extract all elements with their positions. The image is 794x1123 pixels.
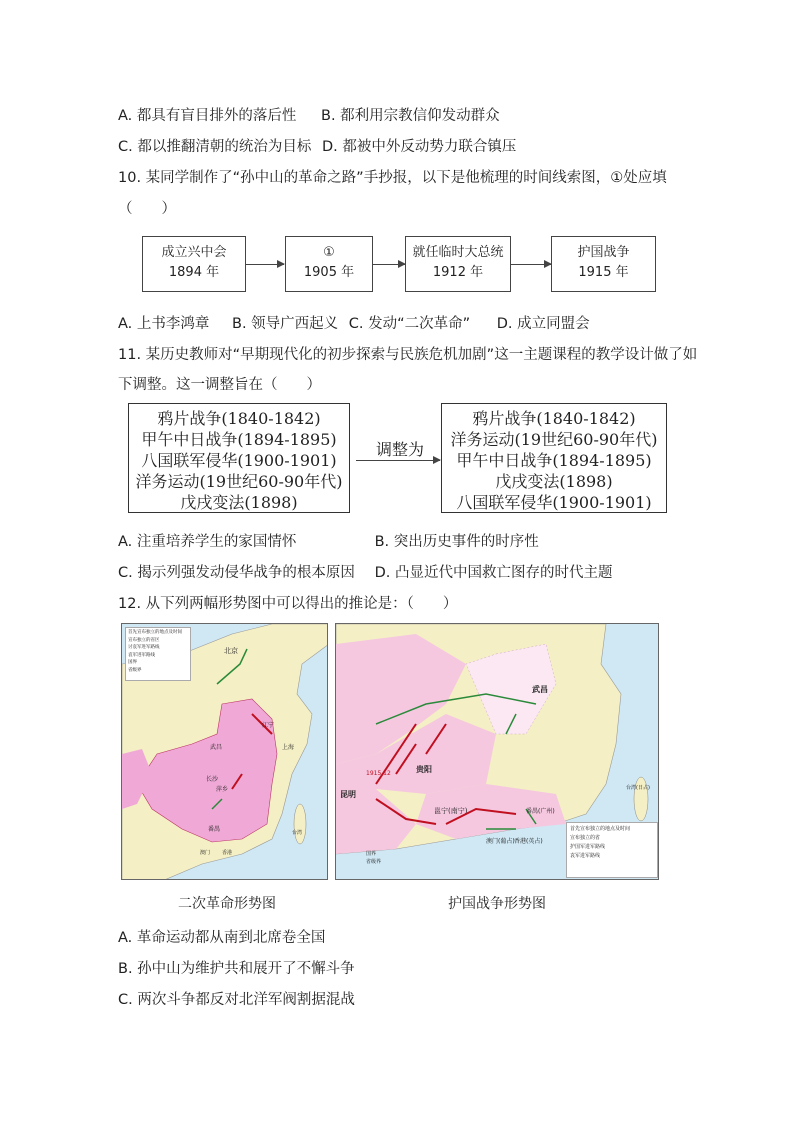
place-label: 台湾 (292, 830, 303, 836)
place-label: 香港(英占) (514, 838, 543, 845)
q9-options-row2 (118, 135, 516, 156)
q11-option-d[interactable]: D. 凸显近代中国救亡图存的时代主题 (374, 565, 613, 581)
timeline-node-1 (142, 236, 246, 292)
place-label: 长沙 (206, 776, 219, 783)
q10-option-d[interactable]: D. 成立同盟会 (496, 316, 590, 332)
q9-option-b[interactable]: B. 都利用宗教信仰发动群众 (321, 108, 500, 124)
q10-option-c[interactable]: C. 发动“二次革命” (348, 316, 471, 332)
map2-legend (566, 822, 658, 878)
q9-options-row1 (118, 104, 500, 125)
list-item: 甲午中日战争(1894-1895) (141, 430, 337, 449)
legend-item: 讨袁军进军路线 (128, 645, 160, 650)
list-item: 洋务运动(19世纪60-90年代) (450, 430, 658, 449)
q11-left-list (128, 403, 350, 513)
q11-right-list (441, 403, 667, 513)
q12-option-b[interactable]: B. 孙中山为维护共和展开了不懈斗争 (118, 961, 355, 977)
q12-stem: 12. 从下列两幅形势图中可以得出的推论是：（ ） (118, 596, 458, 612)
timeline-year: 1905 年 (303, 265, 355, 280)
legend-item: 袁军进军路线 (570, 853, 601, 859)
list-item: 洋务运动(19世纪60-90年代) (135, 472, 343, 491)
q12-option-a[interactable]: A. 革命运动都从南到北席卷全国 (118, 930, 326, 946)
list-item: 八国联军侵华(1900-1901) (456, 493, 652, 512)
q12-option-c[interactable]: C. 两次斗争都反对北洋军阀割据混战 (118, 992, 355, 1008)
timeline-year: 1912 年 (432, 265, 484, 280)
legend-item: 省级界 (128, 667, 142, 673)
map2-legend-bottom (366, 850, 381, 866)
legend-item: 宣布独立的省 (570, 835, 601, 841)
place-label: 江宁 (262, 722, 275, 729)
q10-stem-line2: （ ） (118, 201, 176, 217)
list-item: 鸦片战争(1840-1842) (472, 409, 636, 428)
legend-item: 首先宣布独立的地点及时间 (570, 826, 631, 832)
place-label: 昆明 (340, 790, 356, 799)
place-label: 番禺 (208, 826, 221, 833)
place-label: 澳门 (200, 850, 211, 856)
legend-item: 首先宣布独立的地点及时间 (128, 630, 182, 635)
q11-stem-line2: 下调整。这一调整旨在（ ） (118, 377, 321, 393)
place-label: 贵阳 (416, 765, 432, 774)
place-label: 香港 (222, 850, 233, 856)
q11-arrow (356, 460, 440, 461)
q11-options-row2 (118, 561, 613, 582)
timeline-node-4 (551, 236, 656, 292)
timeline-year: 1915 年 (578, 265, 629, 280)
legend-item: 国界 (366, 851, 377, 857)
timeline-event: 成立兴中会 (161, 245, 227, 260)
q9-option-c[interactable]: C. 都以推翻清朝的统治为目标 (118, 139, 312, 155)
place-label: 番禺(广州) (526, 808, 555, 815)
date-label: 1915.12 (366, 770, 391, 777)
legend-item: 宣布独立的省区 (128, 637, 160, 643)
place-label: 台湾(日占) (626, 785, 650, 791)
timeline-arrow (373, 264, 405, 265)
list-item: 鸦片战争(1840-1842) (157, 409, 321, 428)
map1-caption: 二次革命形势图 (178, 896, 276, 912)
legend-item: 护国军进军路线 (570, 844, 606, 850)
map2-caption: 护国战争形势图 (448, 896, 546, 912)
q10-options (118, 312, 590, 333)
q11-option-c[interactable]: C. 揭示列强发动侵华战争的根本原因 (118, 565, 355, 581)
place-label: 北京 (224, 647, 238, 655)
place-label: 武昌 (532, 685, 548, 694)
place-label: 澳门(葡占) (486, 838, 515, 845)
timeline-event: 就任临时大总统 (412, 245, 504, 260)
q10-stem-line1: 10. 某同学制作了“孙中山的革命之路”手抄报，以下是他梳理的时间线索图，①处应填 (118, 170, 667, 186)
q11-option-a[interactable]: A. 注重培养学生的家国情怀 (118, 534, 297, 550)
list-item: 八国联军侵华(1900-1901) (141, 451, 337, 470)
place-label: 武昌 (210, 744, 223, 751)
place-label: 上海 (282, 744, 295, 751)
timeline-year: 1894 年 (168, 265, 220, 280)
map-national-protection-war (335, 623, 659, 880)
q9-option-d[interactable]: D. 都被中外反动势力联合镇压 (321, 139, 517, 155)
legend-item: 省级界 (366, 859, 382, 865)
q11-stem-line1: 11. 某历史教师对“早期现代化的初步探索与民族危机加剧”这一主题课程的教学设计做了如 (118, 347, 698, 363)
timeline-event: 护国战争 (577, 245, 630, 260)
q10-option-a[interactable]: A. 上书李鸿章 (118, 316, 210, 332)
map-second-revolution (121, 623, 328, 880)
q11-arrow-label: 调整为 (376, 440, 425, 459)
timeline-arrow (511, 264, 551, 265)
list-item: 戊戌变法(1898) (180, 493, 298, 512)
place-label: 邕宁(南宁) (434, 807, 468, 815)
list-item: 甲午中日战争(1894-1895) (456, 451, 652, 470)
legend-item: 袁军进军路线 (128, 652, 155, 658)
timeline-event: ① (323, 245, 335, 260)
timeline-node-3 (405, 236, 511, 292)
map1-legend (125, 627, 191, 681)
legend-item: 国界 (128, 660, 137, 665)
q9-option-a[interactable]: A. 都具有盲目排外的落后性 (118, 108, 297, 124)
place-label: 萍乡 (216, 786, 229, 793)
list-item: 戊戌变法(1898) (495, 472, 613, 491)
q11-option-b[interactable]: B. 突出历史事件的时序性 (374, 534, 539, 550)
timeline-node-2 (285, 236, 373, 292)
q11-options-row1 (118, 530, 539, 551)
timeline-arrow (246, 264, 284, 265)
q10-option-b[interactable]: B. 领导广西起义 (232, 316, 339, 332)
